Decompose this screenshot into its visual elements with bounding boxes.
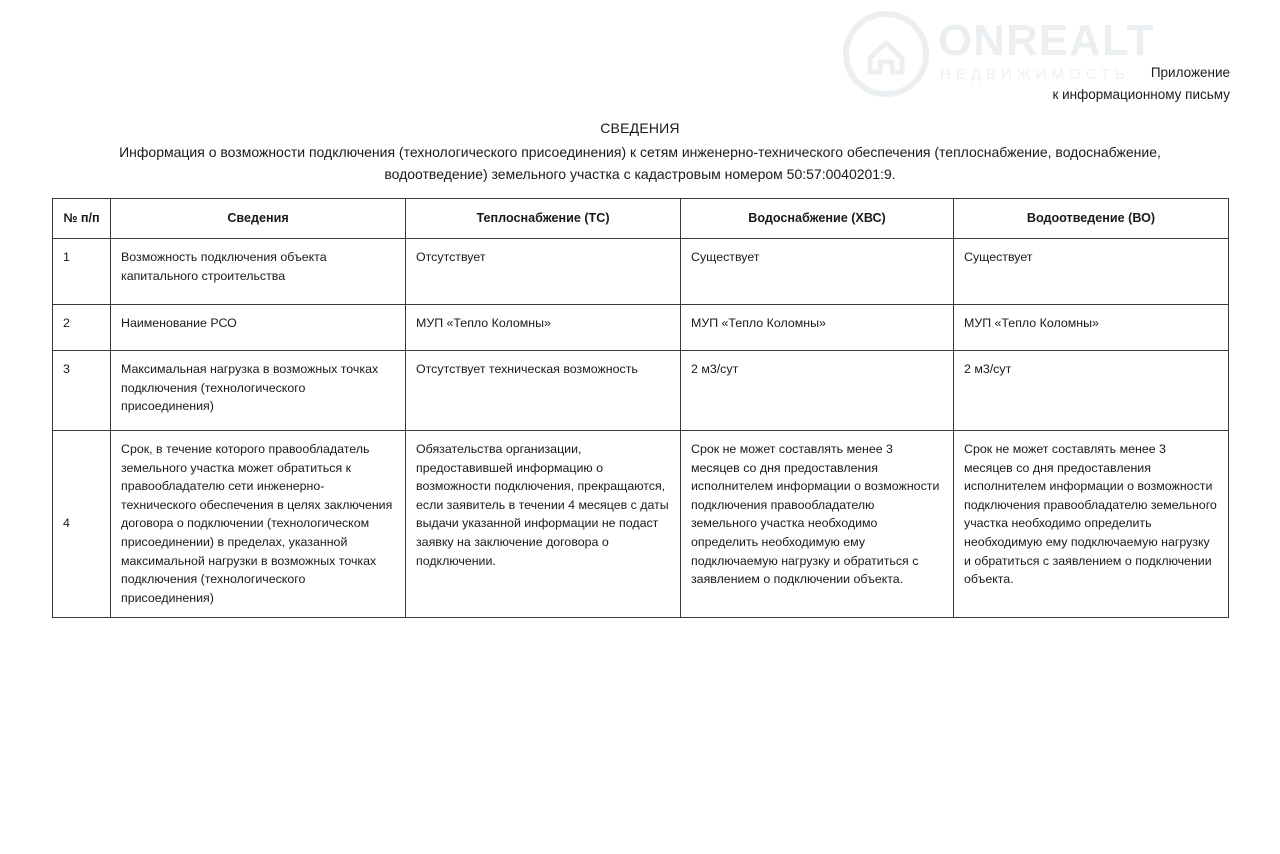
column-header-heating: Теплоснабжение (ТС): [406, 199, 681, 239]
row-water-disposal: 2 м3/сут: [954, 350, 1229, 430]
page-title: СВЕДЕНИЯ: [600, 120, 680, 136]
row-water-supply: Срок не может составлять менее 3 месяцев со дня предоставления исполнителем информации о возможности подключения правообладателю земельного участка необходимо определить необходимую ему подключаемую нагрузку и обратиться с заявлением о подключении объекта.: [681, 430, 954, 617]
row-water-supply: 2 м3/сут: [681, 350, 954, 430]
table-row: [53, 238, 1229, 304]
row-info: Срок, в течение которого правообладатель земельного участка может обратиться к правообладателю сети инженерно-технического обеспечения в целях заключения договора о подключении (технологическом присоединении) в пределах, указанной максимальной нагрузки в возможных точках подключения (технологического присоединения): [111, 430, 406, 617]
row-heating: Отсутствует техническая возможность: [406, 350, 681, 430]
row-heating: Обязательства организации, предоставившей информацию о возможности подключения, прекращаются, если заявитель в течении 4 месяцев с даты выдачи указанной информации не подаст заявку на заключение договора о подключении.: [406, 430, 681, 617]
document-header: [1052, 62, 1230, 107]
row-water-disposal: Срок не может составлять менее 3 месяцев со дня предоставления исполнителем информации о возможности подключения правообладателю земельного участка необходимо определить необходимую ему подключаемую нагрузку и обратиться с заявлением о подключении объекта.: [954, 430, 1229, 617]
row-water-disposal: Существует: [954, 238, 1229, 304]
table-row: [53, 350, 1229, 430]
watermark-brand: ONREALT: [938, 16, 1155, 65]
row-heating: Отсутствует: [406, 238, 681, 304]
row-info: Наименование РСО: [111, 304, 406, 350]
header-line-1: Приложение: [1150, 65, 1230, 80]
row-water-disposal: МУП «Тепло Коломны»: [954, 304, 1229, 350]
column-header-water-disposal: Водоотведение (ВО): [954, 199, 1229, 239]
table-header-row: [53, 199, 1229, 239]
row-number: 2: [53, 304, 111, 350]
row-water-supply: МУП «Тепло Коломны»: [681, 304, 954, 350]
row-info: Максимальная нагрузка в возможных точках подключения (технологического присоединения): [111, 350, 406, 430]
row-info: Возможность подключения объекта капитального строительства: [111, 238, 406, 304]
column-header-number: № п/п: [53, 199, 111, 239]
row-heating: МУП «Тепло Коломны»: [406, 304, 681, 350]
row-number: 1: [53, 238, 111, 304]
column-header-info: Сведения: [111, 199, 406, 239]
title-block: [0, 120, 1280, 185]
row-number: 4: [53, 430, 111, 617]
column-header-water-supply: Водоснабжение (ХВС): [681, 199, 954, 239]
watermark-tagline: НЕДВИЖИМОСТЬ: [940, 66, 1130, 83]
table-row: [53, 304, 1229, 350]
header-line-2: к информационному письму: [1052, 87, 1230, 103]
page-subtitle: Информация о возможности подключения (технологического присоединения) к сетям инженерно-технического обеспечения (теплоснабжение, водоснабжение, водоотведение) земельного участка с кадастровым номером 50:57:0040201:9.: [119, 144, 1161, 182]
table-row: [53, 430, 1229, 617]
info-table-wrapper: [52, 198, 1228, 618]
info-table: [52, 198, 1229, 618]
row-water-supply: Существует: [681, 238, 954, 304]
house-circle-icon: [842, 10, 930, 98]
row-number: 3: [53, 350, 111, 430]
